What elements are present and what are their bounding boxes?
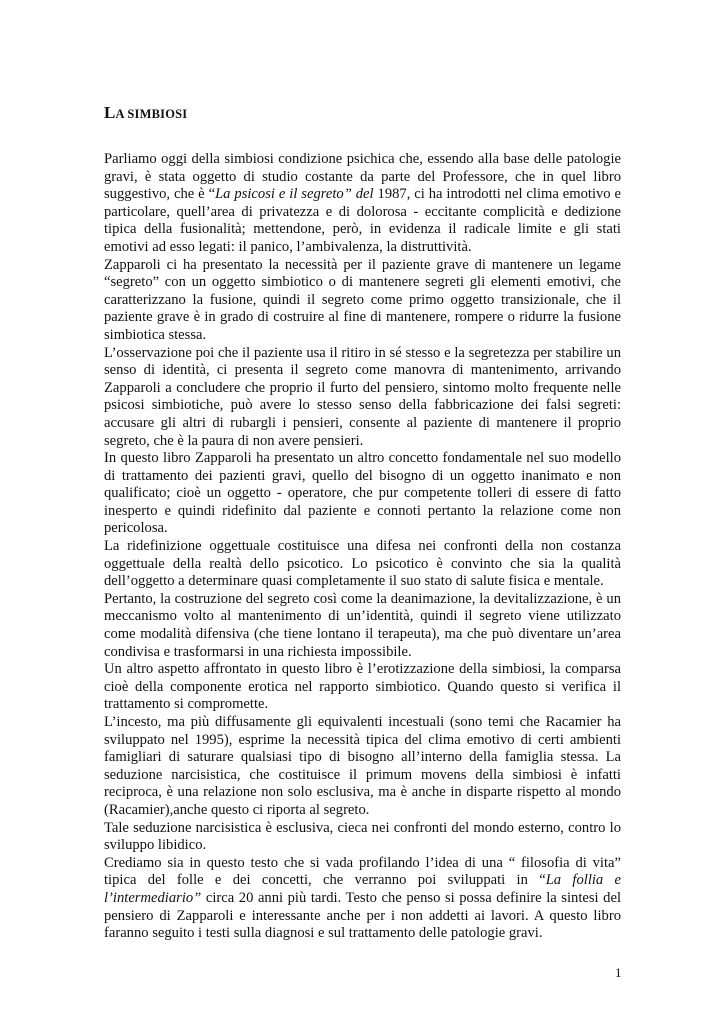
heading-initial: L xyxy=(104,103,116,122)
body-text xyxy=(104,151,621,943)
heading-rest: A SIMBIOSI xyxy=(115,107,188,121)
paragraph-10-book-title: La follia e l’intermediario” xyxy=(104,872,622,906)
section-heading xyxy=(104,103,187,123)
paragraph-1 xyxy=(104,151,621,257)
paragraph-7: Un altro aspetto affrontato in questo libro è l’erotizzazione della simbiosi, la comparsa cioè della componente erotica nel rapporto simbiotico. Quando questo si verifica il trattamento si compromette. xyxy=(104,661,621,713)
paragraph-6: Pertanto, la costruzione del segreto così come la deanimazione, la devitalizzazione, è un meccanismo volto al mantenimento di un’identità, quindi il segreto viene utilizzato come modalità difensiva (che tiene lontano il terapeuta), ma che può diventare un’area condivisa e trasformarsi in una richiesta impossibile. xyxy=(104,590,621,660)
paragraph-3: L’osservazione poi che il paziente usa il ritiro in sé stesso e la segretezza per stabilire un senso di identità, ci presenta il segreto come manovra di mantenimento, arrivando Zapparoli a concludere che proprio il furto del pensiero, sintomo molto frequente nelle psicosi simbiotiche, può avere lo stesso senso della fabbricazione dei falsi segreti: accusare gli altri di rubargli i pensieri, consente al paziente di mantenere il proprio segreto, che è la paura di non avere pensieri. xyxy=(104,344,621,449)
paragraph-10-text-a: Crediamo sia in questo testo che si vada profilando l’idea di una “ filosofia di vita” tipica del folle e dei concetti, che verranno poi sviluppati in “ xyxy=(104,854,621,889)
paragraph-10-text-c: circa 20 anni più tardi. Testo che penso si possa definire la sintesi del pensiero di Zapparoli e interessante anche per i non addetti ai lavori. A questo libro faranno seguito i testi sulla diagnosi e sul trattamento delle patologie gravi. xyxy=(104,889,621,942)
paragraph-1-book-title: La psicosi e il segreto” del xyxy=(215,186,374,203)
paragraph-1-text-a: Parliamo oggi della simbiosi condizione psichica che, essendo alla base delle patologie gravi, è stata oggetto di studio costante da parte del Professore, che in quel libro suggestivo, che è “ xyxy=(104,151,621,203)
paragraph-2: Zapparoli ci ha presentato la necessità per il paziente grave di mantenere un legame “segreto” con un oggetto simbiotico o di mantenere segreti gli elementi emotivi, che caratterizzano la fusione, quindi il segreto come primo oggetto transizionale, che il paziente grave è in grado di costruire al fine di mantenere, rompere o ridurre la fusione simbiotica stessa. xyxy=(104,256,621,343)
paragraph-10 xyxy=(104,855,621,943)
paragraph-1-text-c: 1987, ci ha introdotti nel clima emotivo e particolare, quell’area di privatezza e di dolorosa - eccitante complicità e dedizione tipica della fusionalità; mettendone, però, in evidenza il radicale limite e gli stati emotivi ad esso legati: il panico, l’ambivalenza, la distruttività. xyxy=(104,186,621,255)
paragraph-5: La ridefinizione oggettuale costituisce una difesa nei confronti della non costanza oggettuale della realtà dello psicotico. Lo psicotico è convinto che sia la qualità dell’oggetto a determinare quasi completamente il suo stato di salute fisica e mentale. xyxy=(104,538,621,590)
paragraph-9: Tale seduzione narcisistica è esclusiva, cieca nei confronti del mondo esterno, contro lo sviluppo libidico. xyxy=(104,819,621,854)
page-number: 1 xyxy=(615,965,622,980)
paragraph-4: In questo libro Zapparoli ha presentato un altro concetto fondamentale nel suo modello di trattamento dei pazienti gravi, quello del bisogno di un oggetto inanimato e non qualificato; cioè un oggetto - operatore, che pur competente tolleri di essere di fatto inesperto e quindi ridefinito dal paziente e connoti pertanto la relazione come non pericolosa. xyxy=(104,450,621,537)
paragraph-8: L’incesto, ma più diffusamente gli equivalenti incestuali (sono temi che Racamier ha sviluppato nel 1995), esprime la necessità tipica del clima emotivo di certi ambienti famigliari di saturare qualsiasi tipo di bisogno all’interno della famiglia stessa. La seduzione narcisistica, che costituisce il primum movens della simbiosi è infatti reciproca, è una relazione non solo esclusiva, ma è anche in disparte rispetto al mondo (Racamier),anche questo ci riporta al segreto. xyxy=(104,714,621,818)
